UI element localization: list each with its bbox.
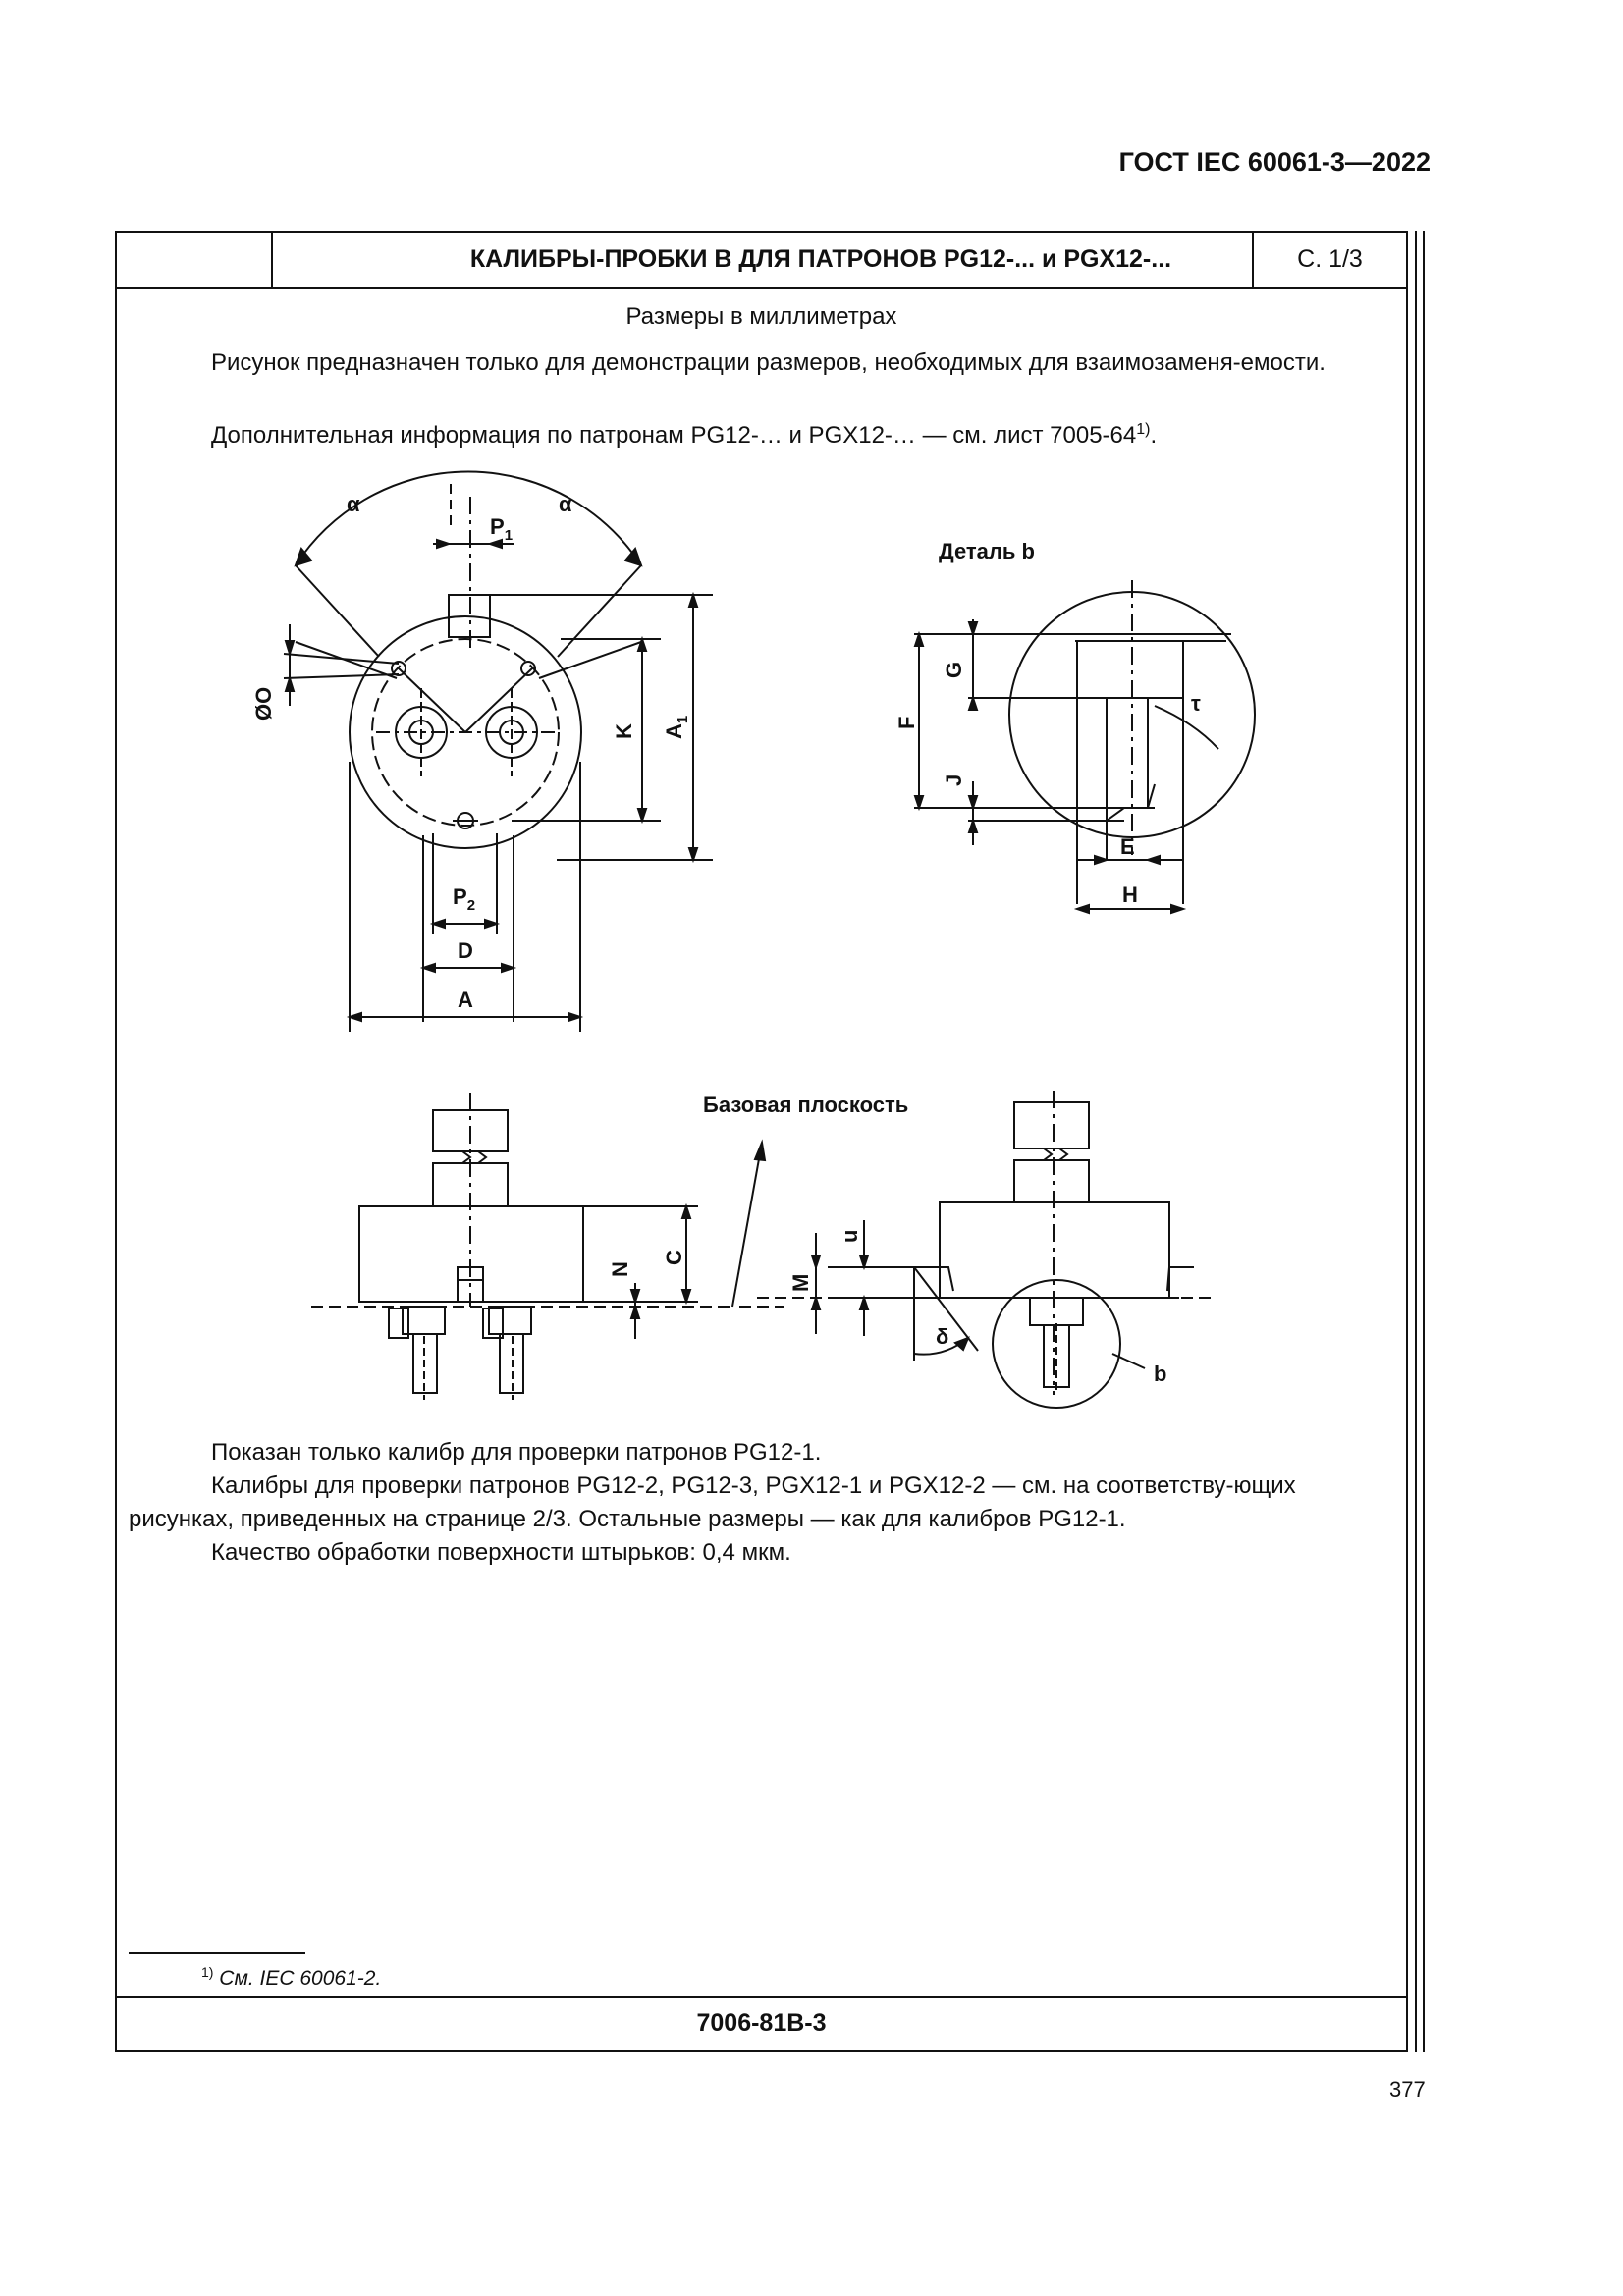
label-tau: τ: [1191, 691, 1201, 716]
label-u: u: [838, 1229, 862, 1243]
sheet-title: КАЛИБРЫ-ПРОБКИ B ДЛЯ ПАТРОНОВ PG12-... и PGX12-...: [469, 245, 1172, 273]
gauge-side-view: [117, 233, 1410, 2054]
sheet-number: С. 1/3: [1252, 233, 1406, 287]
frame-double-line-2: [1423, 231, 1425, 2052]
page-number: 377: [1389, 2077, 1426, 2102]
label-f: F: [894, 716, 919, 729]
label-a: A: [458, 988, 473, 1012]
intro-reference-end: .: [1150, 422, 1158, 449]
label-alpha-left: α: [347, 492, 360, 516]
label-p1-main: P: [490, 514, 505, 539]
sheet-footer-code: 7006-81B-3: [117, 1996, 1406, 2050]
label-a1-main: A: [662, 723, 686, 739]
note-shown-gauge: Показан только калибр для проверки патронов PG12-1.: [211, 1439, 822, 1466]
label-alpha-right: α: [559, 492, 572, 516]
label-a1-sub: 1: [675, 715, 691, 724]
footnote-rule: [129, 1952, 305, 1954]
label-o-diameter: ØO: [251, 686, 276, 721]
label-h: H: [1122, 882, 1138, 907]
label-n: N: [608, 1261, 632, 1277]
label-p2-main: P: [453, 884, 467, 909]
footnote-marker: 1): [1136, 421, 1151, 438]
document-code: ГОСТ IEC 60061-3—2022: [1118, 147, 1431, 177]
label-base-plane: Базовая плоскость: [703, 1093, 909, 1117]
footnote-text: См. IEC 60061-2.: [219, 1967, 382, 1990]
note-surface-quality: Качество обработки поверхности штырьков: 0,4 мкм.: [211, 1539, 791, 1566]
label-delta: δ: [936, 1324, 949, 1349]
label-g: G: [942, 661, 966, 678]
label-j: J: [942, 774, 966, 786]
intro-paragraph: Рисунок предназначен только для демонстрации размеров, необходимых для взаимозаменя-емости.: [211, 349, 1325, 376]
footnote: [201, 1964, 381, 1991]
label-p1-sub: 1: [504, 527, 514, 544]
footnote-mark: 1): [201, 1964, 214, 1980]
label-b: b: [1154, 1362, 1167, 1386]
sheet-frame: [115, 231, 1408, 2052]
detail-title: Деталь b: [939, 539, 1035, 563]
intro-reference-text: Дополнительная информация по патронам PG12-… и PGX12-… — см. лист 7005-64: [211, 422, 1137, 449]
label-e: E: [1120, 834, 1135, 859]
label-d: D: [458, 938, 473, 963]
label-m: M: [788, 1273, 813, 1292]
note-other-gauges: Калибры для проверки патронов PG12-2, PG12-3, PGX12-1 и PGX12-2 — см. на соответству-ющих рисунках, приведенных на странице 2/3. Остальные размеры — как для калибров PG12-1.: [129, 1472, 1296, 1532]
frame-double-line-1: [1415, 231, 1417, 2052]
units-note: Размеры в миллиметрах: [625, 303, 897, 330]
label-p2-sub: 2: [466, 897, 476, 914]
label-c: C: [662, 1250, 686, 1265]
label-k: K: [612, 723, 636, 739]
